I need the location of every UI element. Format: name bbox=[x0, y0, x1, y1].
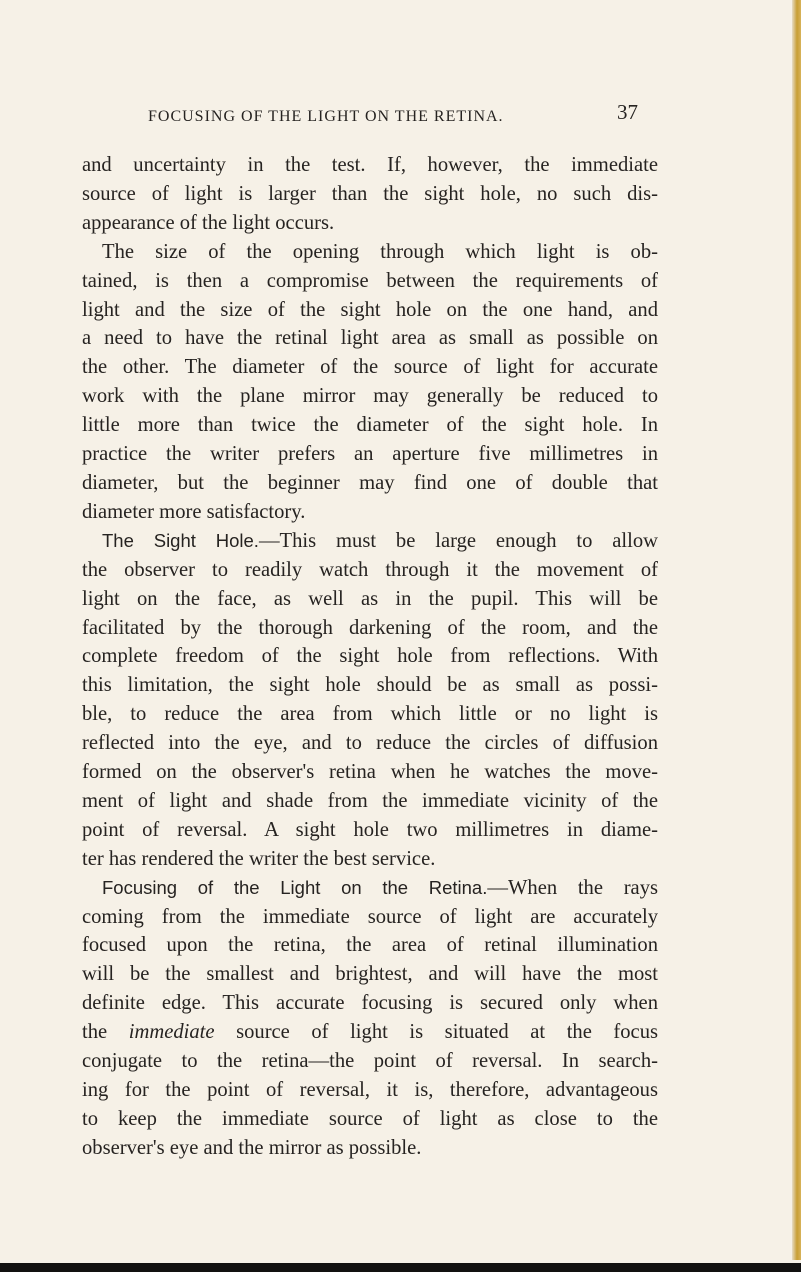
text-line: tained, is then a compromise between the requirements of bbox=[82, 269, 658, 292]
text-line: formed on the observer's retina when he watches the move- bbox=[82, 761, 658, 784]
text-line: focused upon the retina, the area of retinal illumination bbox=[82, 934, 658, 957]
text-line: the observer to readily watch through it the movement of bbox=[82, 558, 658, 581]
text-line: the other. The diameter of the source of light for accurate bbox=[82, 356, 658, 379]
text-line: source of light is larger than the sight hole, no such dis- bbox=[82, 182, 658, 205]
text-line: complete freedom of the sight hole from reflections. With bbox=[82, 645, 658, 668]
text-line: ment of light and shade from the immediate vicinity of the bbox=[82, 789, 658, 812]
text-line: The size of the opening through which light is ob- bbox=[102, 240, 658, 263]
text-line: this limitation, the sight hole should be as small as possi- bbox=[82, 674, 658, 697]
text-line: will be the smallest and brightest, and will have the most bbox=[82, 963, 658, 986]
text-line: ble, to reduce the area from which little or no light is bbox=[82, 703, 658, 726]
page-edge-bottom bbox=[0, 1263, 801, 1272]
text-after-immediate: source of light is situated at the focus bbox=[214, 1021, 659, 1044]
running-head: FOCUSING OF THE LIGHT ON THE RETINA. bbox=[148, 108, 504, 125]
text-line: coming from the immediate source of light are accurately bbox=[82, 905, 658, 928]
text-line: ing for the point of reversal, it is, therefore, advantageous bbox=[82, 1079, 658, 1101]
text-line: ter has rendered the writer the best service. bbox=[82, 847, 436, 870]
text-line: little more than twice the diameter of the sight hole. In bbox=[82, 414, 658, 437]
text-line-immediate bbox=[82, 1018, 658, 1047]
text-line: light and the size of the sight hole on the one hand, and bbox=[82, 298, 658, 321]
text-line: practice the writer prefers an aperture five millimetres in bbox=[82, 443, 658, 466]
section-text: —When the rays bbox=[487, 876, 658, 899]
page-number: 37 bbox=[617, 100, 638, 124]
text-line: diameter more satisfactory. bbox=[82, 500, 306, 523]
section-line-focusing bbox=[82, 874, 658, 903]
text-line: a need to have the retinal light area as small as possible on bbox=[82, 327, 658, 350]
text-line: appearance of the light occurs. bbox=[82, 211, 335, 234]
italic-immediate: immediate bbox=[128, 1021, 215, 1044]
text-line: observer's eye and the mirror as possible. bbox=[82, 1136, 422, 1159]
text-line: diameter, but the beginner may find one of double that bbox=[82, 471, 658, 494]
text-line: definite edge. This accurate focusing is secured only when bbox=[82, 992, 658, 1015]
section-line-sight-hole bbox=[82, 527, 658, 556]
section-heading-sight-hole: The Sight Hole. bbox=[102, 529, 259, 551]
text-line: point of reversal. A sight hole two millimetres in diame- bbox=[82, 818, 658, 841]
body-text bbox=[82, 151, 658, 1163]
text-line: and uncertainty in the test. If, however, the immediate bbox=[82, 154, 658, 176]
text-line: to keep the immediate source of light as close to the bbox=[82, 1107, 658, 1130]
text-line: reflected into the eye, and to reduce the circles of diffusion bbox=[82, 732, 658, 755]
section-text: —This must be large enough to allow bbox=[258, 529, 658, 552]
text-line: facilitated by the thorough darkening of the room, and the bbox=[82, 616, 658, 639]
text-line: conjugate to the retina—the point of reversal. In search- bbox=[82, 1050, 658, 1073]
text-line: light on the face, as well as in the pupil. This will be bbox=[82, 587, 658, 610]
section-heading-focusing: Focusing of the Light on the Retina. bbox=[102, 876, 488, 898]
text-the: the bbox=[82, 1021, 108, 1044]
page-edge-right bbox=[792, 0, 801, 1260]
text-line: work with the plane mirror may generally be reduced to bbox=[82, 385, 658, 408]
